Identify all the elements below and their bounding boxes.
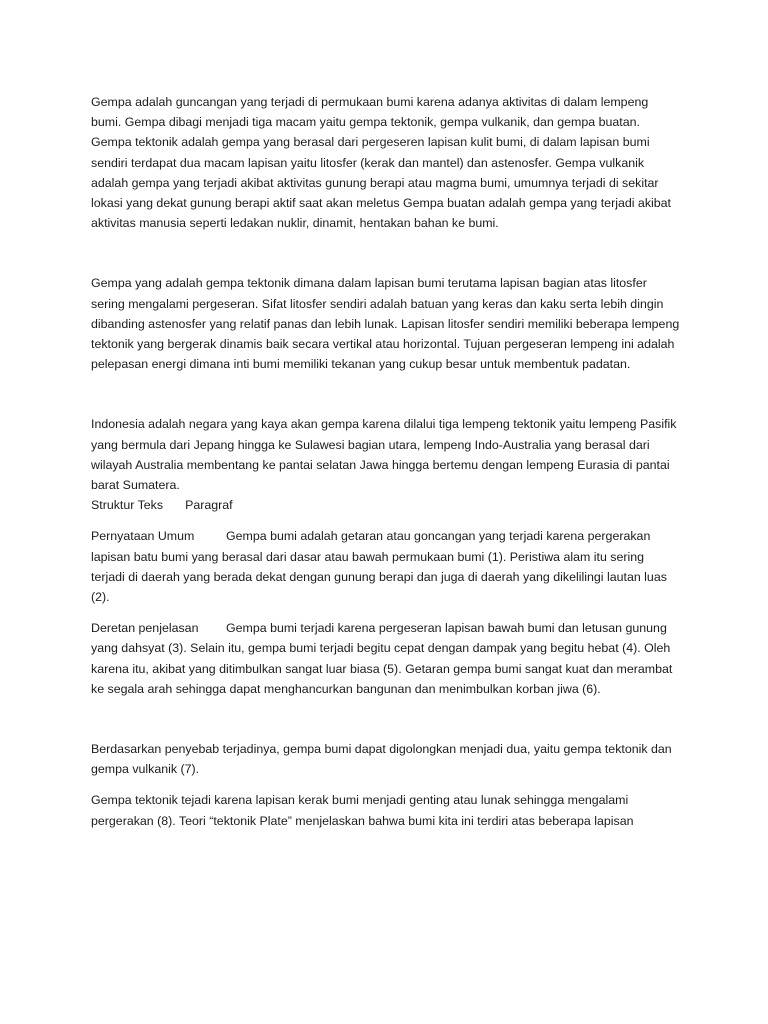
structure-row-label: Deretan penjelasan: [91, 621, 199, 636]
structure-row-label: Pernyataan Umum: [91, 529, 195, 544]
paragraph-penyebab: Berdasarkan penyebab terjadinya, gempa bumi dapat digolongkan menjadi dua, yaitu gempa tektonik dan gempa vulkanik (7).: [91, 742, 672, 777]
structure-row-pernyataan-umum: [91, 526, 681, 607]
structure-header-col2: Paragraf: [185, 498, 233, 513]
structure-row-text: Gempa bumi terjadi karena pergeseran lapisan bawah bumi dan letusan gunung yang dahsyat (3). Selain itu, gempa bumi terjadi begitu cepat dengan dampak yang begitu hebat (4). Oleh karena itu, akibat yang ditimbulkan sangat luar biasa (5). Getaran gempa bumi sangat kuat dan merambat ke segala arah sehingga dapat menghancurkan bangunan dan menimbulkan korban jiwa (6).: [91, 621, 673, 696]
structure-header-col1: Struktur Teks: [91, 498, 164, 513]
paragraph-tektonik-detail: Gempa tektonik tejadi karena lapisan kerak bumi menjadi genting atau lunak sehingga mengalami pergerakan (8). Teori “tektonik Plate” menjelaskan bahwa bumi kita ini terdiri atas beberapa lapisan: [91, 793, 634, 828]
structure-header: [91, 495, 681, 515]
paragraph-gempa-definition: Gempa adalah guncangan yang terjadi di permukaan bumi karena adanya aktivitas di dalam lempeng bumi. Gempa dibagi menjadi tiga macam yaitu gempa tektonik, gempa vulkanik, dan gempa buatan. Gempa tektonik adalah gempa yang berasal dari pergeseren lapisan kulit bumi, di dalam lapisan bumi sendiri terdapat dua macam lapisan yaitu litosfer (kerak dan mantel) dan astenosfer. Gempa vulkanik adalah gempa yang terjadi akibat aktivitas gunung berapi atau magma bumi, umumnya terjadi di sekitar lokasi yang dekat gunung berapi aktif saat akan meletus Gempa buatan adalah gempa yang terjadi akibat aktivitas manusia seperti ledakan nuklir, dinamit, hentakan bahan ke bumi.: [91, 95, 671, 231]
document-body: [91, 92, 681, 831]
structure-row-text: Gempa bumi adalah getaran atau goncangan yang terjadi karena pergerakan lapisan batu bumi yang berasal dari dasar atau bawah permukaan bumi (1). Peristiwa alam itu sering terjadi di daerah yang berada dekat dengan gunung berapi dan juga di daerah yang dikelilingi lautan luas (2).: [91, 529, 667, 605]
paragraph-indonesia: Indonesia adalah negara yang kaya akan gempa karena dilalui tiga lempeng tektonik yaitu lempeng Pasifik yang bermula dari Jepang hingga ke Sulawesi bagian utara, lempeng Indo-Australia yang berasal dari wilayah Australia membentang ke pantai selatan Jawa hingga bertemu dengan lempeng Eurasia di pantai barat Sumatera.: [91, 417, 677, 493]
paragraph-gempa-tektonik: Gempa yang adalah gempa tektonik dimana dalam lapisan bumi terutama lapisan bagian atas litosfer sering mengalami pergeseran. Sifat litosfer sendiri adalah batuan yang keras dan kaku serta lebih dingin dibanding astenosfer yang relatif panas dan lebih lunak. Lapisan litosfer sendiri memiliki beberapa lempeng tektonik yang bergerak dinamis baik secara vertikal atau horizontal. Tujuan pergeseran lempeng ini adalah pelepasan energi dimana inti bumi memiliki tekanan yang cukup besar untuk membentuk padatan.: [91, 276, 680, 372]
structure-row-deretan-penjelasan: [91, 618, 681, 699]
